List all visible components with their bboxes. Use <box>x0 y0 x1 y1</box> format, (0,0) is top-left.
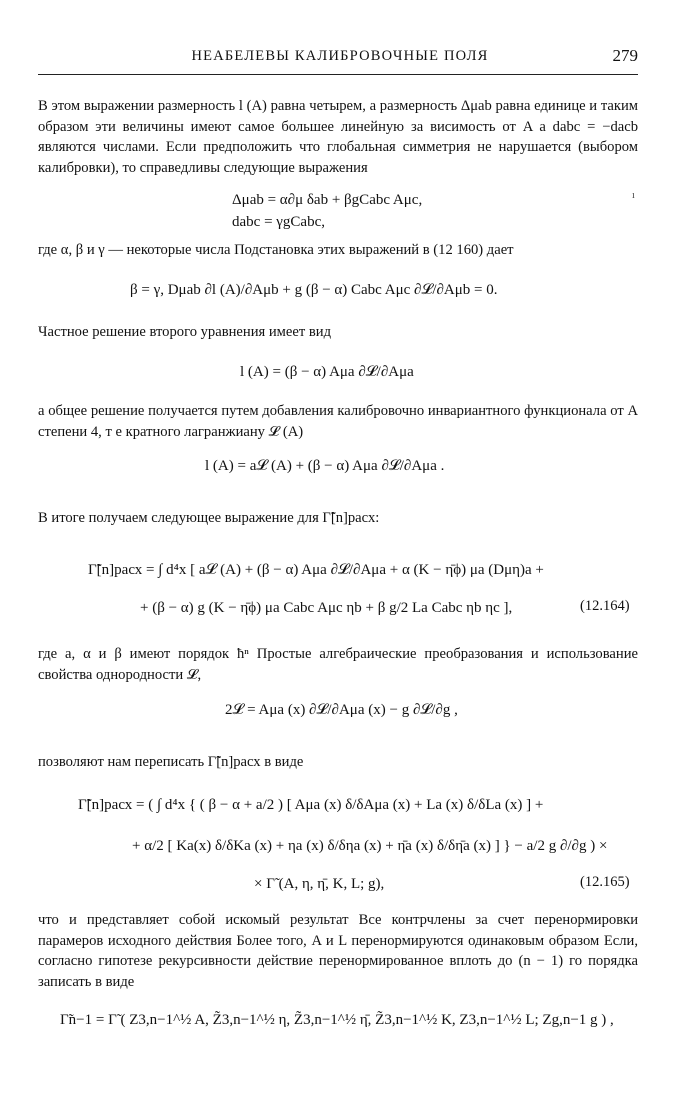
equation-renormalized-action: Γ̃n−1 = Γ̃ ( Z3,n−1^½ A, Z̃3,n−1^½ η, Z̃3,n−1^½ η̄, Z̃3,n−1^½ K, Z3,n−1^½ L; Zg,n−1 g ) , <box>60 1012 614 1028</box>
equation-delta: Δμab = α∂μ δab + βgCabc Aμc, <box>232 192 423 208</box>
equation-12-165-line2: + α/2 [ Ka(x) δ/δKa (x) + ηa (x) δ/δηa (x) + η̄a (x) δ/δη̄a (x) ] } − a/2 g ∂/∂g ) × <box>132 838 608 854</box>
equation-general-solution: l (A) = a𝓛 (A) + (β − α) Aμa ∂𝓛/∂Aμa . <box>205 458 445 474</box>
header-rule <box>38 74 638 75</box>
equation-homogeneity: 2𝓛 = Aμa (x) ∂𝓛/∂Aμa (x) − g ∂𝓛/∂g , <box>225 702 458 718</box>
paragraph-1: В этом выражении размерность l (A) равна четырем, а размерность Δμab равна единице и таким образом эти величины имеют самое большее линейную за висимость от A а dabc = −dacb являются числами. Если предположить что глобальная симметрия не нарушается (выбором калибровки), то справедливы следующие выражения <box>38 98 638 176</box>
running-header: НЕАБЕЛЕВЫ КАЛИБРОВОЧНЫЕ ПОЛЯ <box>191 48 489 64</box>
paragraph-7: позволяют нам переписать Γ̃[n]расх в виде <box>38 754 304 770</box>
paragraph-5: В итоге получаем следующее выражение для Γ̃[n]расх: <box>38 510 380 526</box>
paragraph-3: Частное решение второго уравнения имеет вид <box>38 324 332 340</box>
paragraph-8: что и представляет собой искомый результат Все контрчлены за счет перенормировки парамеров исходного действия Более того, A и L перенормируются одинаковым образом Если, согласно гипотезе рекурсивности действие перенормированное вплоть до (n − 1) го порядка записать в виде <box>38 912 638 990</box>
equation-12-164-line1: Γ̃[n]расх = ∫ d⁴x [ a𝓛 (A) + (β − α) Aμa ∂𝓛/∂Aμa + α (K − η̄ϕ) μa (Dμη)a + <box>88 562 544 578</box>
equation-12-164-line2: + (β − α) g (K − η̄ϕ) μa Cabc Aμc ηb + β g/2 La Cabc ηb ηc ], <box>140 600 513 616</box>
equation-beta-gamma: β = γ, Dμab ∂l (A)/∂Aμb + g (β − α) Cabc Aμc ∂𝓛/∂Aμb = 0. <box>130 282 498 298</box>
equation-12-165-line1: Γ̃[n]расх = ( ∫ d⁴x { ( β − α + a/2 ) [ Aμa (x) δ/δAμa (x) + La (x) δ/δLa (x) ] + <box>78 797 544 813</box>
stray-mark: ı <box>632 190 635 201</box>
paragraph-6: где a, α и β имеют порядок ħⁿ Простые алгебраические преобразования и использование свойства однородности 𝓛, <box>38 646 638 683</box>
equation-number-12-165: (12.165) <box>580 874 630 890</box>
equation-12-165-line3: × Γ̃ (A, η, η̄, K, L; g), <box>254 876 385 892</box>
equation-number-12-164: (12.164) <box>580 598 630 614</box>
paragraph-2: где α, β и γ — некоторые числа Подстановка этих выражений в (12 160) дает <box>38 242 514 258</box>
paragraph-4: а общее решение получается путем добавления калибровочно инвариантного функционала от A степени 4, т е кратного лагранжиану 𝓛 (A) <box>38 403 638 440</box>
equation-d: dabc = γgCabc, <box>232 214 325 230</box>
page-number: 279 <box>612 46 638 65</box>
equation-particular-solution: l (A) = (β − α) Aμa ∂𝓛/∂Aμa <box>240 364 414 380</box>
